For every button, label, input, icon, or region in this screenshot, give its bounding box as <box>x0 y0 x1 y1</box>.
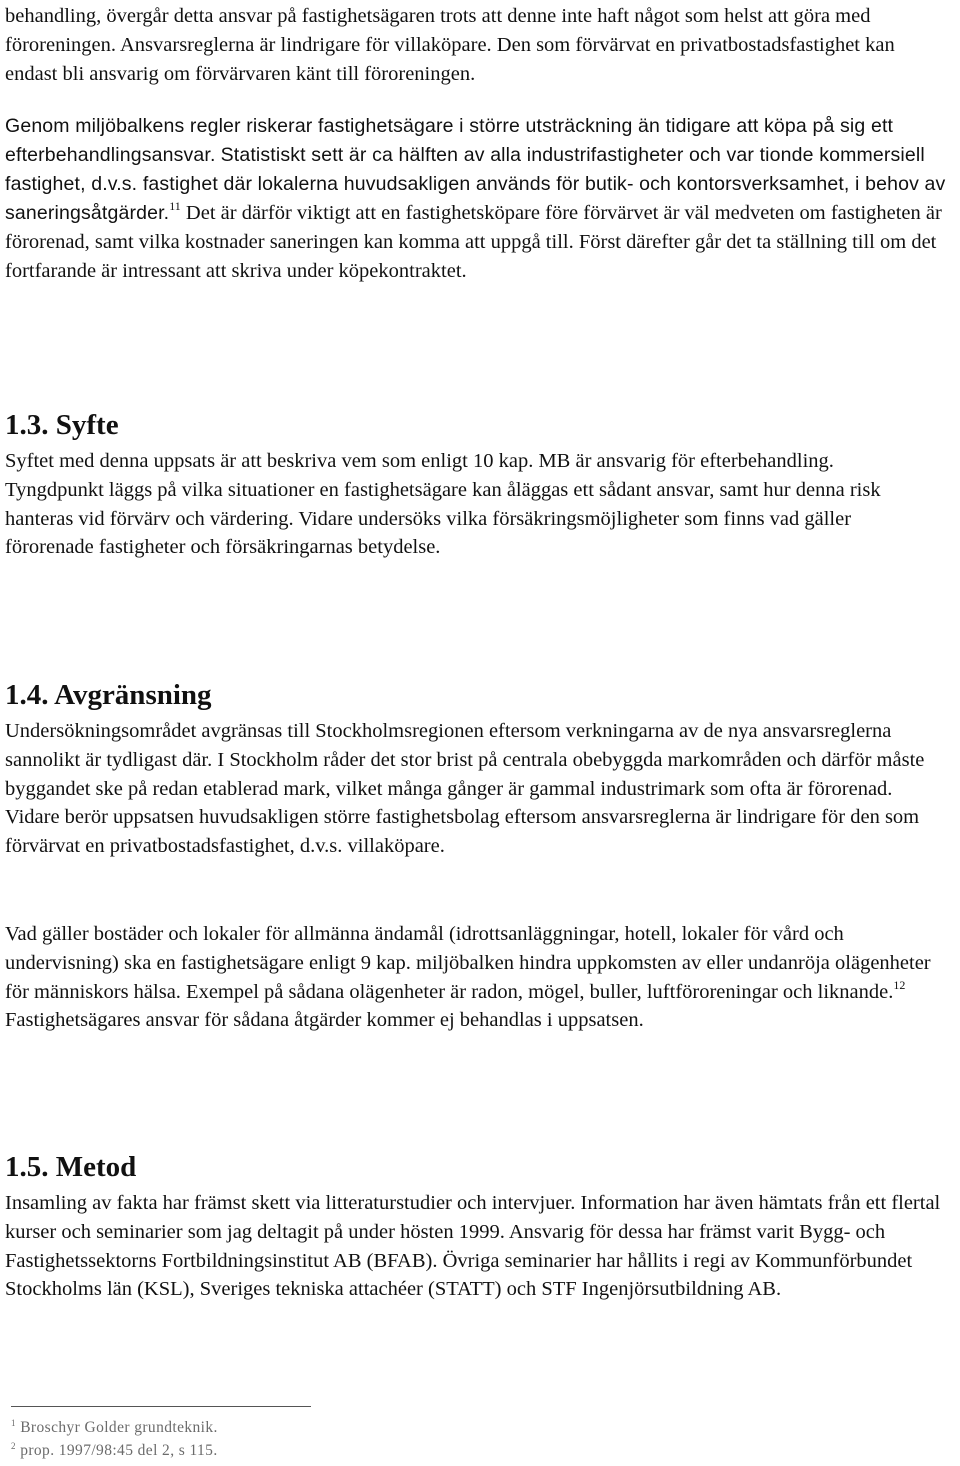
miljobalk-sans-text: Genom miljöbalkens regler riskerar fastighetsägare i större utsträckning än tidigare att köpa på sig ett efterbehandlingsansvar. <box>5 115 894 166</box>
intro-paragraph: behandling, övergår detta ansvar på fastighetsägaren trots att denne inte haft något som helst att göra med föroreningen. Ansvarsreglerna är lindrigare för villaköpare. Den som förvärvat en privatbostadsfastighet kan endast bli ansvarig om förvärvaren känt till föroreningen. <box>5 5 895 85</box>
footnote-text-2: prop. 1997/98:45 del 2, s 115. <box>20 1442 218 1459</box>
avgransning-text-before: Vad gäller bostäder och lokaler för allmänna ändamål (idrottsanläggningar, hotell, lokaler för vård och undervisning) ska en fastighetsägare enligt 9 kap. miljöbalken hindra uppkomsten av eller undanröja olägenheter för människors hälsa. Exempel på sådana olägenheter är radon, mögel, buller, luftföroreningar och liknande. <box>5 923 931 1003</box>
miljobalk-after-text: Det är därför viktigt att en fastighetsköpare före förvärvet är väl medveten om fastigheten är förorenad, samt vilka kostnader saneringen kan komma att uppgå till. Först därefter går det ta ställning till om det fortfarande är intressant att skriva under köpekontraktet. <box>5 202 942 282</box>
footnote-text-1: Broschyr Golder grundteknik. <box>20 1419 218 1436</box>
footnote-2 <box>11 1441 218 1461</box>
syfte-paragraph: Syftet med denna uppsats är att beskriva vem som enligt 10 kap. MB är ansvarig för efterbehandling. Tyngdpunkt läggs på vilka situationer en fastighetsägare kan åläggas ett sådant ansvar, samt hur denna risk hanteras vid förvärv och värdering. Vidare undersöks vilka försäkringsmöjligheter som finns vad gäller förorenade fastigheter och försäkringarnas betydelse. <box>5 450 881 559</box>
section-heading-syfte: 1.3. Syfte <box>5 409 119 441</box>
footnote-mark-2: 2 <box>11 1441 16 1451</box>
avgransning-paragraph-2 <box>5 920 955 1035</box>
footnote-ref-12: 12 <box>893 977 906 992</box>
footnote-divider <box>11 1406 311 1407</box>
section-heading-avgransning: 1.4. Avgränsning <box>5 679 212 711</box>
footnote-mark-1: 1 <box>11 1418 16 1428</box>
miljobalk-paragraph <box>5 112 950 286</box>
avgransning-text-after: Fastighetsägares ansvar för sådana åtgärder kommer ej behandlas i uppsatsen. <box>5 1009 644 1032</box>
miljobalk-serif-text: Statistiskt sett är ca hälften av alla industrifastigheter och var tionde kommersiell fastighet, d.v.s. fastighet där lokalerna huvudsakligen används för butik- och kontorsverksamhet, i behov av saneringsåtgärder. <box>5 144 946 224</box>
footnote-ref-11: 11 <box>169 199 181 213</box>
avgransning-paragraph: Undersökningsområdet avgränsas till Stockholmsregionen eftersom verkningarna av de nya ansvarsreglerna sannolikt är tydligast där. I Stockholm råder det stor brist på centrala obebyggda markområden och därför måste byggandet ske på redan etablerad mark, vilket många gånger är gammal industrimark som ofta är förorenad. Vidare berör uppsatsen huvudsakligen större fastighetsbolag eftersom ansvarsreglerna är lindrigare för den som förvärvat en privatbostadsfastighet, d.v.s. villaköpare. <box>5 720 925 858</box>
metod-paragraph: Insamling av fakta har främst skett via litteraturstudier och intervjuer. Information har även hämtats från ett flertal kurser och seminarier som jag deltagit på under hösten 1999. Ansvarig för dessa har främst varit Bygg- och Fastighetssektorns Fortbildningsinstitut AB (BFAB). Övriga seminarier har hållits i regi av Kommunförbundet Stockholms län (KSL), Sveriges tekniska attachéer (STATT) och STF Ingenjörsutbildning AB. <box>5 1192 941 1301</box>
section-heading-metod: 1.5. Metod <box>5 1151 137 1183</box>
footnote-1 <box>11 1418 218 1438</box>
